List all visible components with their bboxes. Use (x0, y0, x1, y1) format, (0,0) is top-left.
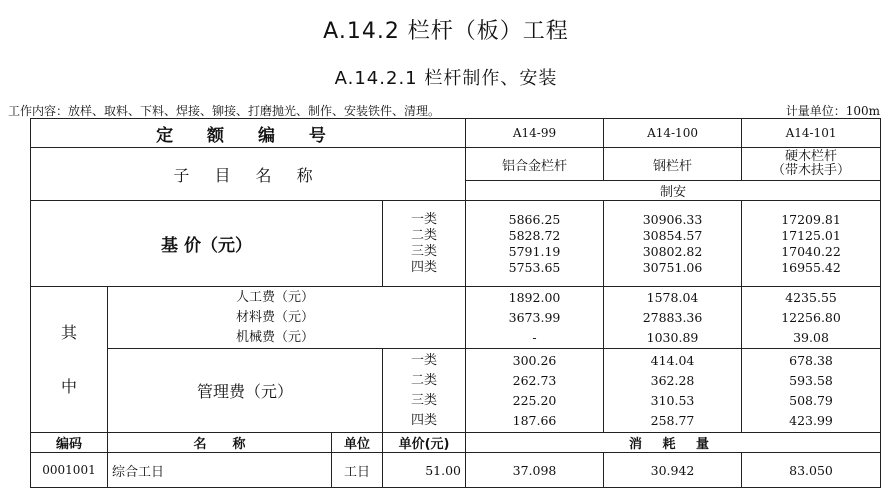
base-price-value: 5753.65 (508, 259, 561, 275)
mgmt-fee-block (31, 349, 881, 433)
material-cost-label: 材料费（元） (236, 309, 315, 325)
item-name-2: 钢栏杆 (604, 148, 742, 181)
mgmt-value: 508.79 (789, 392, 833, 408)
base-price-value: 17125.01 (781, 227, 841, 243)
mgmt-col-2 (604, 349, 742, 433)
cost-value: 4235.55 (785, 289, 837, 305)
page-title: A.14.2 栏杆（板）工程 (323, 19, 569, 44)
mgmt-col-3 (742, 349, 881, 433)
mgmt-value: 310.53 (650, 392, 695, 408)
among-label (31, 287, 108, 433)
grade-1: 一类 (411, 211, 438, 227)
quota-table (30, 118, 881, 488)
item-name-3 (742, 148, 881, 181)
among-char-1: 其 (60, 322, 77, 342)
mgmt-value: 225.20 (512, 392, 557, 408)
cost-col-2 (604, 287, 742, 349)
quota-code-1: A14-99 (466, 119, 604, 148)
base-price-value: 30751.06 (642, 259, 703, 275)
col-code-header: 编码 (31, 433, 108, 453)
base-price-value: 30802.82 (642, 243, 703, 259)
base-price-value: 5791.19 (508, 243, 561, 259)
grade-2: 二类 (411, 372, 438, 388)
quota-code-3: A14-101 (742, 119, 881, 148)
section-subtitle: A.14.2.1 栏杆制作、安装 (334, 68, 558, 89)
cost-items-block (31, 287, 881, 349)
base-price-value: 17209.81 (781, 211, 841, 227)
quota-number-label: 定 额 编 号 (31, 119, 466, 148)
base-price-label: 基 价（元） (31, 201, 383, 287)
base-price-grades (383, 201, 466, 287)
quota-code-2: A14-100 (604, 119, 742, 148)
mgmt-value: 593.58 (789, 372, 833, 388)
cost-value: 27883.36 (642, 309, 703, 325)
col-name-header: 名 称 (108, 433, 332, 453)
grade-4: 四类 (411, 412, 438, 428)
mgmt-col-1 (466, 349, 604, 433)
work-content-note: 工作内容：放样、取料、下料、焊接、铆接、打磨抛光、制作、安装铁件、清理。 (8, 104, 441, 118)
mgmt-value: 362.28 (650, 372, 695, 388)
base-price-col-3 (742, 201, 881, 287)
mgmt-value: 423.99 (789, 412, 833, 428)
base-price-value: 17040.22 (781, 243, 841, 259)
item-name-3-line2: （带木扶手） (772, 163, 851, 178)
grade-4: 四类 (411, 259, 438, 275)
grade-1: 一类 (411, 352, 438, 368)
col-unit-header: 单位 (332, 433, 383, 453)
mgmt-value: 300.26 (512, 352, 557, 368)
row-amount-2: 30.942 (604, 453, 742, 488)
item-name-label: 子 目 名 称 (31, 148, 466, 201)
mgmt-value: 187.66 (512, 412, 557, 428)
mgmt-fee-grades (383, 349, 466, 433)
mgmt-fee-label: 管理费（元） (108, 349, 383, 433)
row-amount-3: 83.050 (742, 453, 881, 488)
mgmt-value: 414.04 (650, 352, 695, 368)
machine-cost-label: 机械费（元） (236, 329, 315, 345)
row-amount-1: 37.098 (466, 453, 604, 488)
row-price: 51.00 (383, 453, 466, 488)
cost-value: 1892.00 (508, 289, 561, 305)
cost-col-1 (466, 287, 604, 349)
table-row (31, 453, 881, 488)
cost-col-3 (742, 287, 881, 349)
base-price-value: 5866.25 (508, 211, 561, 227)
cost-value: 1578.04 (646, 289, 699, 305)
item-name-3-line1: 硬木栏杆 (785, 149, 838, 164)
cost-value: 1030.89 (646, 329, 699, 345)
mgmt-value: 262.73 (512, 372, 557, 388)
col-amount-header: 消 耗 量 (466, 433, 881, 453)
grade-3: 三类 (411, 392, 438, 408)
measure-unit-note: 计量单位：100m (785, 104, 880, 118)
base-price-value: 5828.72 (508, 227, 561, 243)
cost-value: 12256.80 (781, 309, 841, 325)
grade-2: 二类 (411, 227, 438, 243)
base-price-value: 30906.33 (642, 211, 703, 227)
process-label: 制安 (466, 181, 881, 201)
item-name-1: 铝合金栏杆 (466, 148, 604, 181)
base-price-block (31, 201, 881, 287)
base-price-col-1 (466, 201, 604, 287)
row-code: 0001001 (31, 453, 108, 488)
cost-item-labels (108, 287, 466, 349)
base-price-value: 30854.57 (642, 227, 703, 243)
labor-cost-label: 人工费（元） (236, 289, 315, 305)
consumption-header-row (31, 433, 881, 453)
grade-3: 三类 (411, 243, 438, 259)
item-name-row (31, 148, 881, 181)
cost-value: 39.08 (793, 329, 829, 345)
mgmt-value: 678.38 (789, 352, 833, 368)
row-unit: 工日 (332, 453, 383, 488)
cost-value: 3673.99 (508, 309, 561, 325)
mgmt-value: 258.77 (650, 412, 695, 428)
row-name: 综合工日 (108, 453, 332, 488)
col-price-header: 单价(元) (383, 433, 466, 453)
base-price-value: 16955.42 (781, 259, 841, 275)
quota-number-row (31, 119, 881, 148)
cost-value: - (532, 329, 537, 345)
among-char-2: 中 (60, 376, 77, 396)
base-price-col-2 (604, 201, 742, 287)
